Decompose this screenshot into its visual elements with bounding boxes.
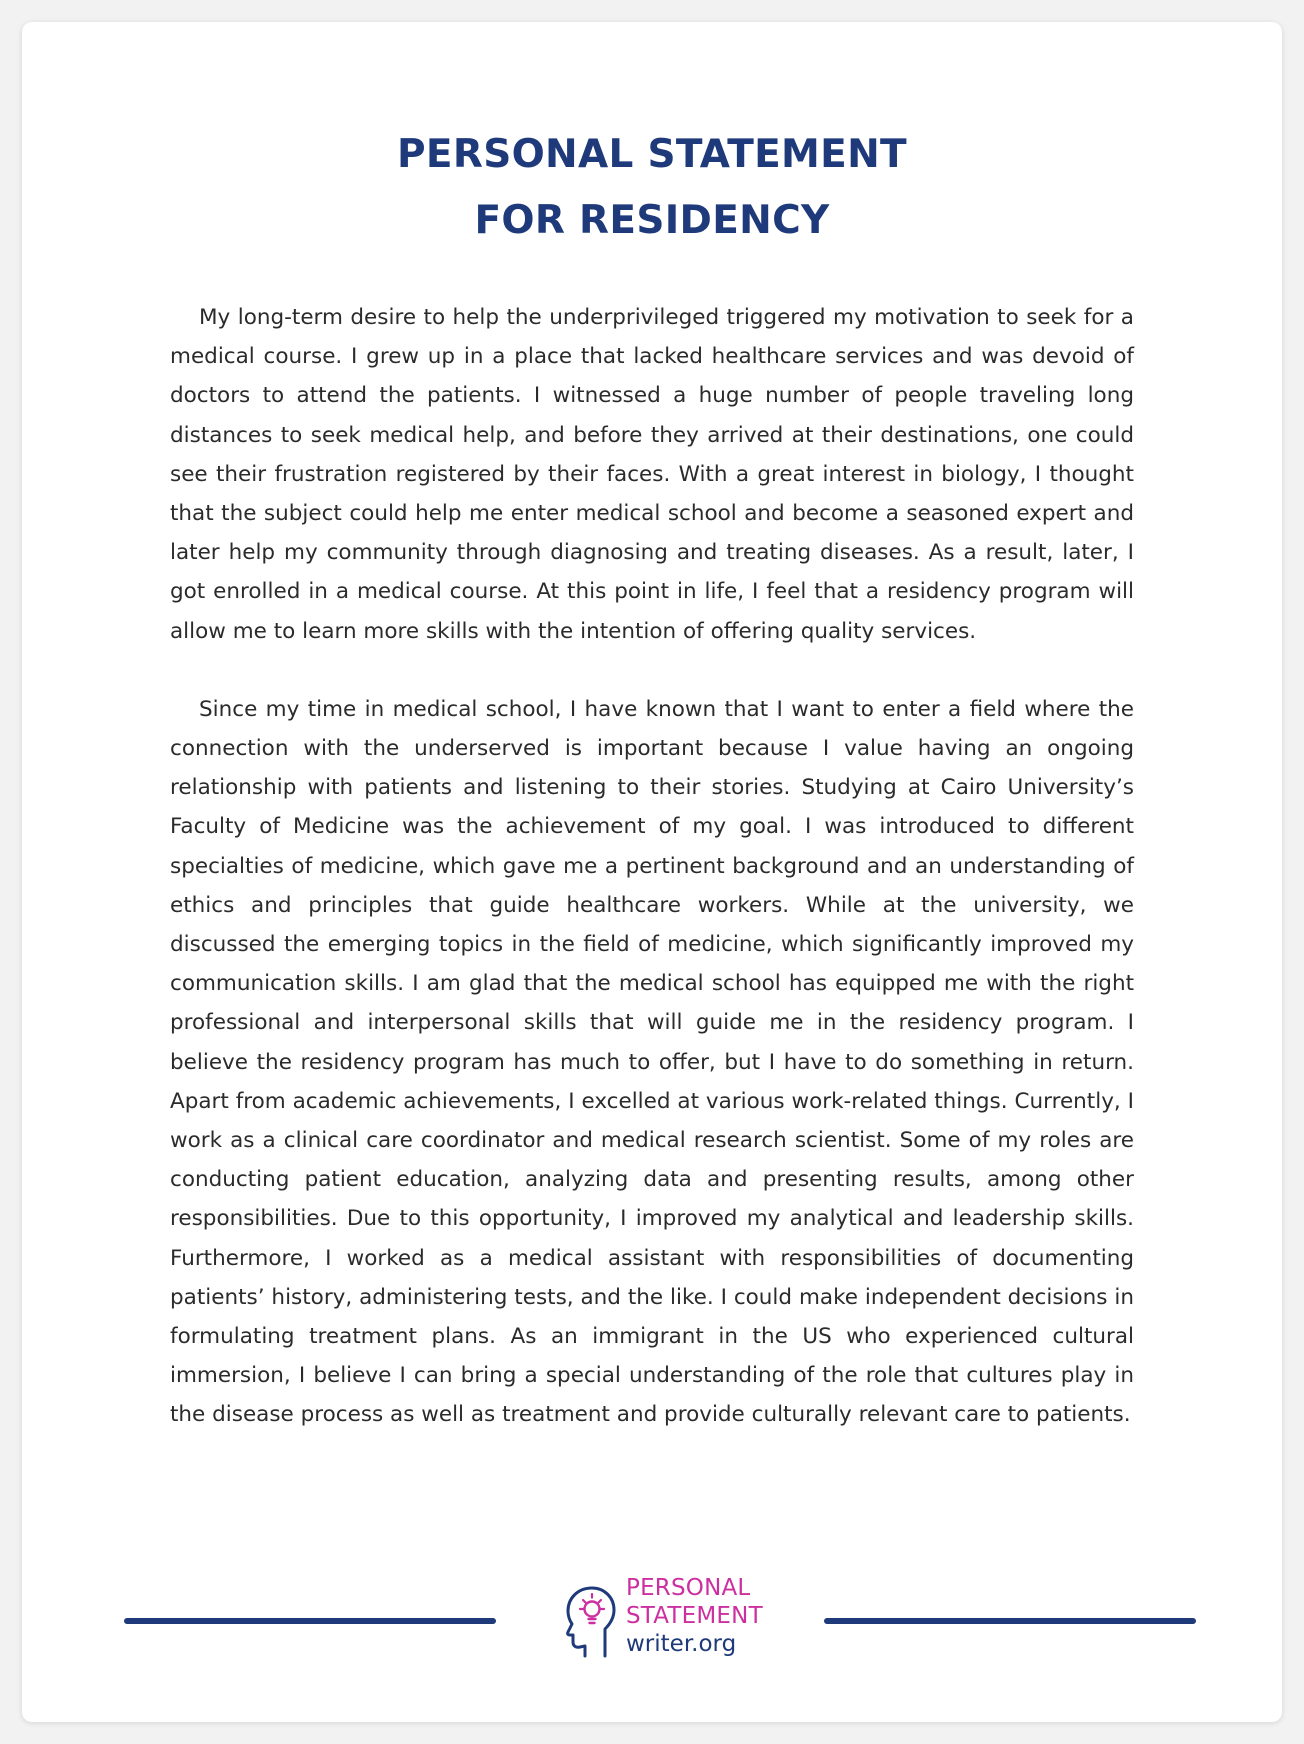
logo-line-2: STATEMENT xyxy=(626,1603,763,1629)
paragraph-1: My long-term desire to help the underprivileged triggered my motivation to seek for a medical course. I grew up in a place that lacked healthcare services and was devoid of doctors to attend the patients. I witnessed a huge number of people traveling long distances to seek medical help, and before they arrived at their destinations, one could see their frustration registered by their faces. With a great interest in biology, I thought that the subject could help me enter medical school and become a seasoned expert and later help my community through diagnosing and treating diseases. As a result, later, I got enrolled in a medical course. At this point in life, I feel that a residency program will allow me to learn more skills with the intention of offering quality services. xyxy=(170,305,1134,644)
statement-body xyxy=(170,298,1134,1435)
document-page xyxy=(22,22,1282,1722)
brand-logo xyxy=(562,1574,802,1664)
logo-line-1: PERSONAL xyxy=(626,1575,751,1601)
footer-divider-right xyxy=(824,1618,1196,1624)
paragraph-2: Since my time in medical school, I have known that I want to enter a field where the connection with the underserved is important because I value having an ongoing relationship with patients and listening to their stories. Studying at Cairo University’s Faculty of Medicine was the achievement of my goal. I was introduced to different specialties of medicine, which gave me a pertinent background and an understanding of ethics and principles that guide healthcare workers. While at the university, we discussed the emerging topics in the field of medicine, which significantly improved my communication skills. I am glad that the medical school has equipped me with the right professional and interpersonal skills that will guide me in the residency program. I believe the residency program has much to offer, but I have to do something in return. Apart from academic achievements, I excelled at various work-related things. Currently, I work as a clinical care coordinator and medical research scientist. Some of my roles are conducting patient education, analyzing data and presenting results, among other responsibilities. Due to this opportunity, I improved my analytical and leadership skills. Furthermore, I worked as a medical assistant with responsibilities of documenting patients’ history, administering tests, and the like. I could make independent decisions in formulating treatment plans. As an immigrant in the US who experienced cultural immersion, I believe I can bring a special understanding of the role that cultures play in the disease process as well as treatment and provide culturally relevant care to patients. xyxy=(170,696,1134,1428)
logo-wordmark xyxy=(626,1574,763,1658)
head-lightbulb-icon xyxy=(562,1582,618,1660)
footer-divider-left xyxy=(124,1618,496,1624)
title-line-2: FOR RESIDENCY xyxy=(474,198,830,243)
page-title xyxy=(22,122,1282,254)
logo-line-3: writer.org xyxy=(626,1631,737,1657)
title-line-1: PERSONAL STATEMENT xyxy=(397,132,907,177)
